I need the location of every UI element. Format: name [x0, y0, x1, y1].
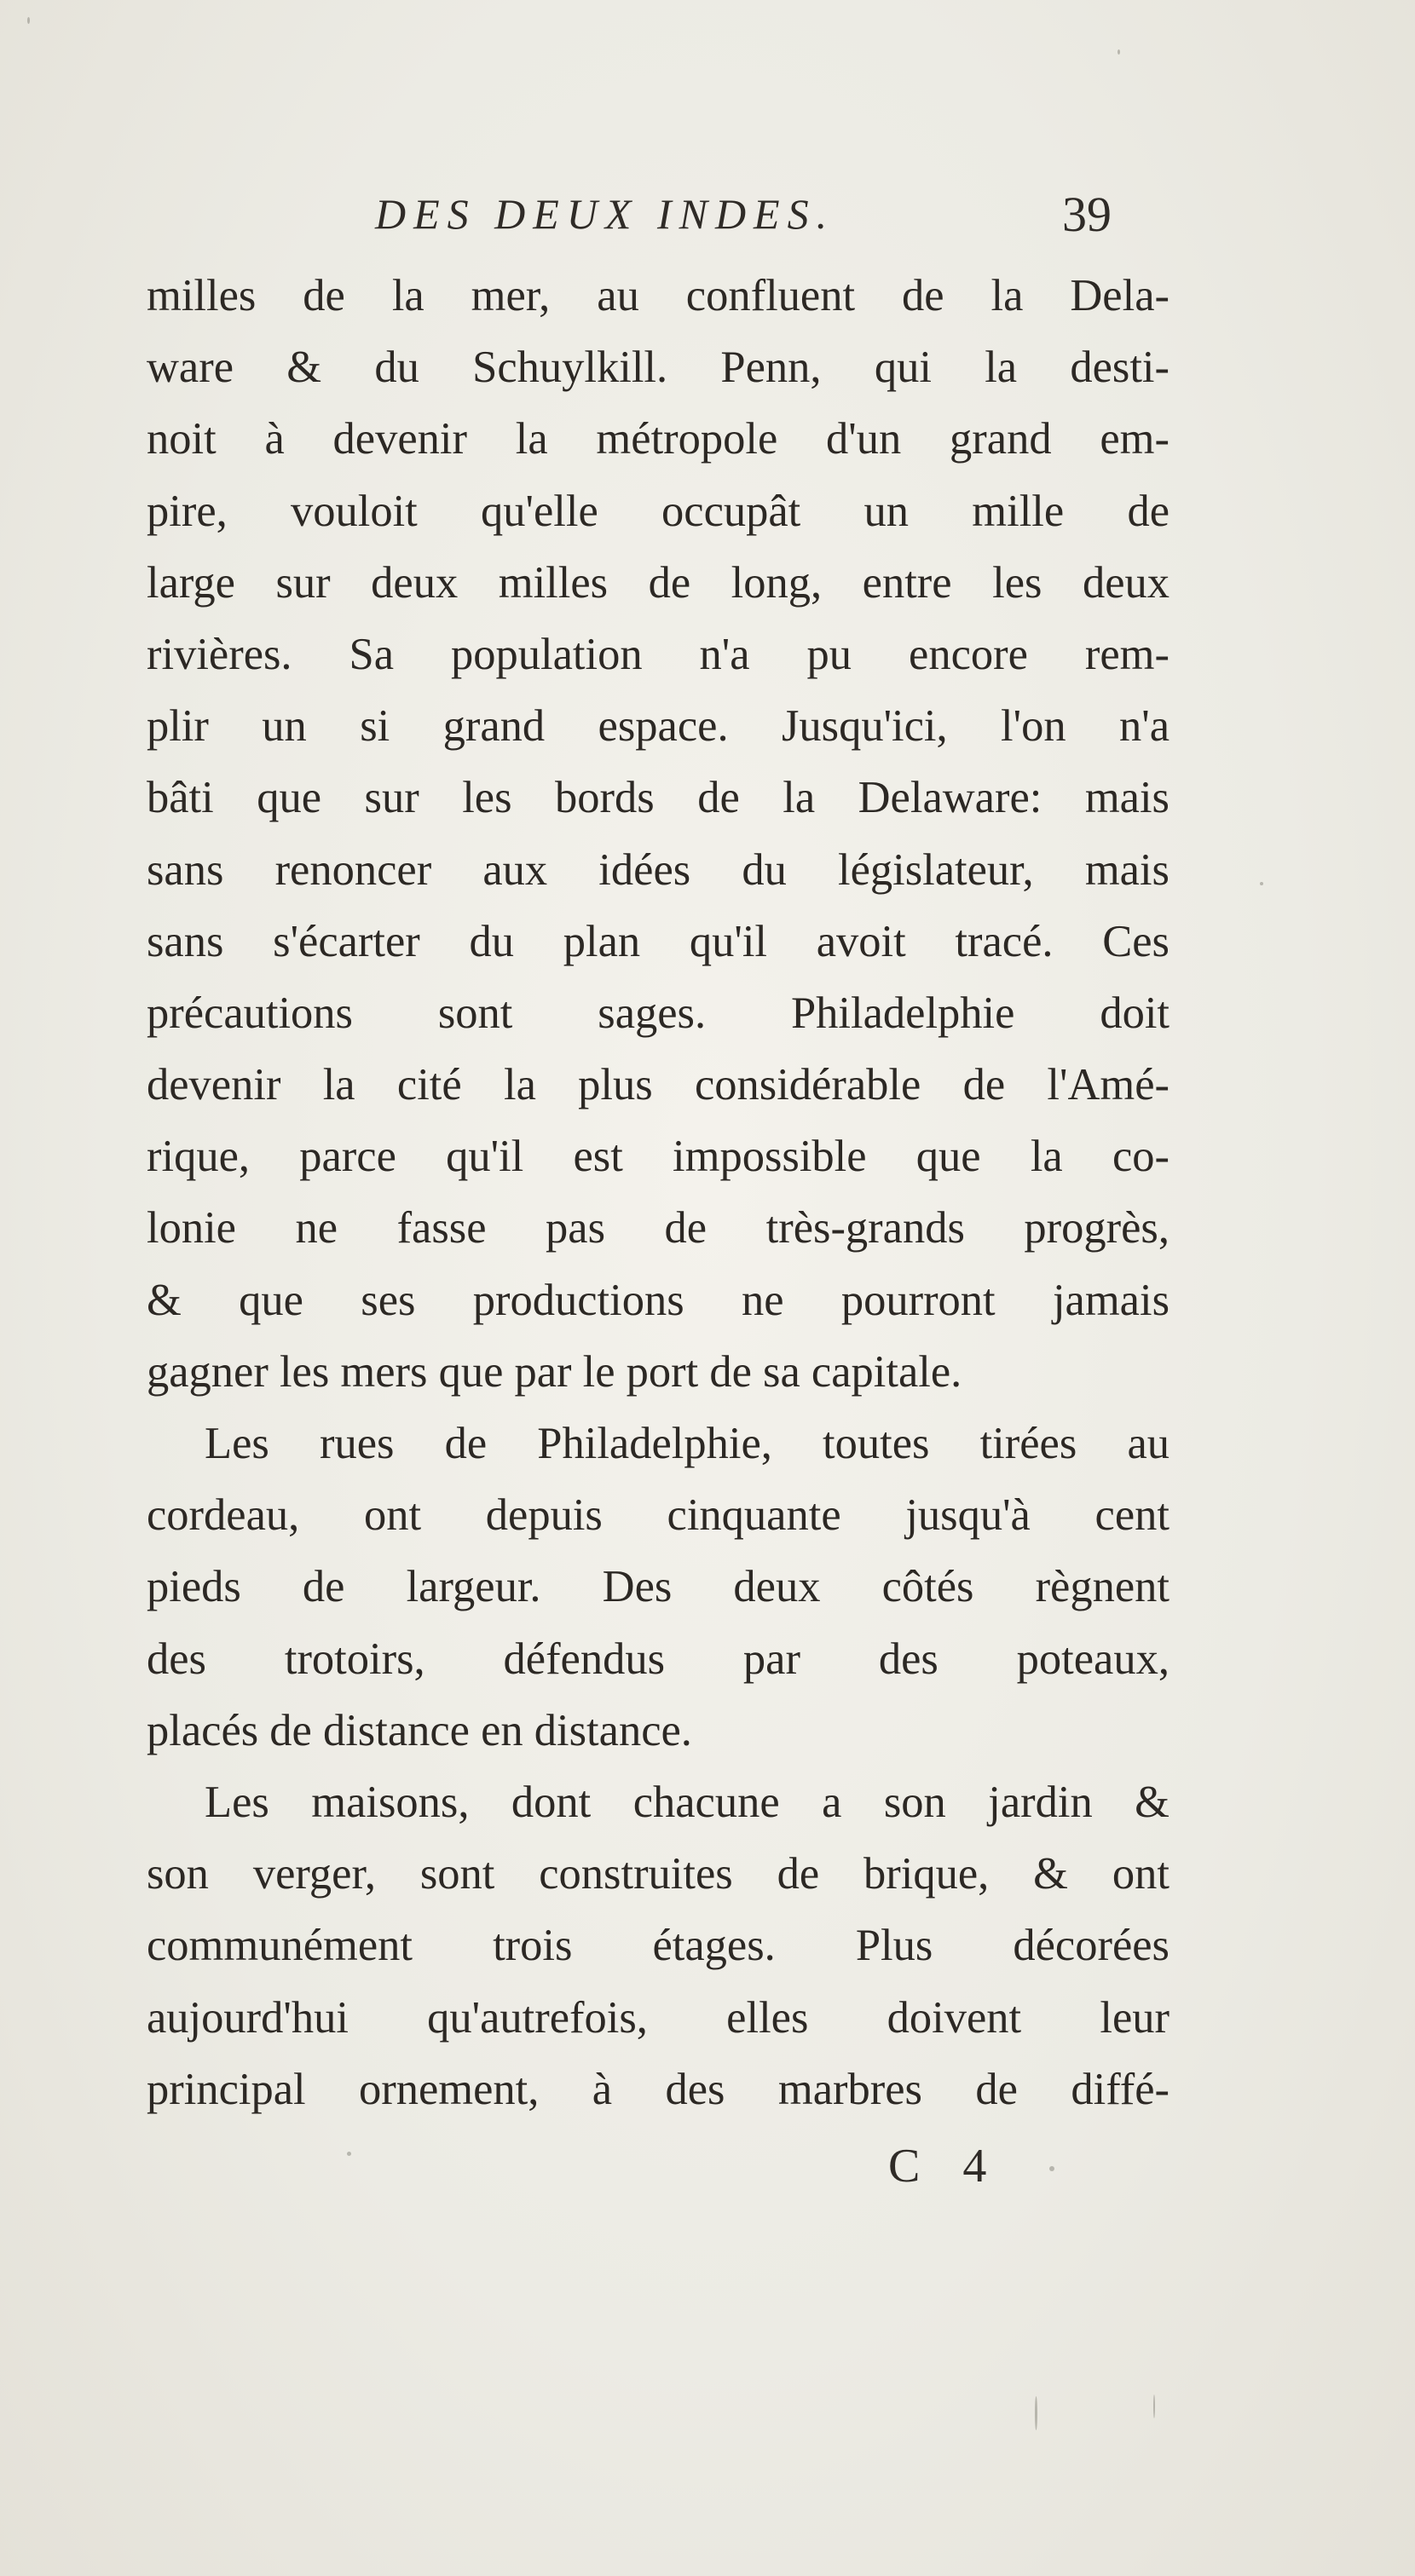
page-number: 39: [1062, 187, 1112, 242]
paper-speck: [1035, 2396, 1037, 2430]
text-line: noit à devenir la métropole d'un grand em-: [147, 414, 1170, 464]
text-line: & que ses productions ne pourront jamais: [147, 1275, 1170, 1325]
paper-speck: [27, 17, 30, 24]
text-line: communément trois étages. Plus décorées: [147, 1921, 1170, 1971]
body-text: [147, 260, 1170, 2125]
paragraph-first-line: Les rues de Philadelphie, toutes tirées au: [205, 1419, 1170, 1468]
text-line: principal ornement, à des marbres de diffé-: [147, 2064, 1170, 2114]
text-line: lonie ne fasse pas de très-grands progrès,: [147, 1203, 1170, 1253]
text-line: gagner les mers que par le port de sa capitale.: [147, 1346, 962, 1397]
text-line: précautions sont sages. Philadelphie doit: [147, 988, 1170, 1038]
paper-speck: [1049, 2166, 1054, 2171]
paper-speck: [347, 2152, 351, 2156]
text-line: bâti que sur les bords de la Delaware: mais: [147, 773, 1170, 823]
text-line: plir un si grand espace. Jusqu'ici, l'on n'a: [147, 701, 1170, 752]
paper-speck: [1260, 882, 1263, 885]
text-line: aujourd'hui qu'autrefois, elles doivent leur: [147, 1992, 1170, 2043]
text-line: pieds de largeur. Des deux côtés règnent: [147, 1562, 1170, 1612]
text-line: devenir la cité la plus considérable de l'Amé-: [147, 1060, 1170, 1110]
running-title: DES DEUX INDES.: [375, 190, 835, 238]
text-line: pire, vouloit qu'elle occupât un mille de: [147, 486, 1170, 536]
text-line: cordeau, ont depuis cinquante jusqu'à cent: [147, 1490, 1170, 1541]
text-line: large sur deux milles de long, entre les deux: [147, 557, 1170, 608]
paper-speck: [1118, 49, 1120, 55]
text-line: sans renoncer aux idées du législateur, mais: [147, 844, 1170, 895]
text-line: rivières. Sa population n'a pu encore rem-: [147, 629, 1170, 679]
text-line: ware & du Schuylkill. Penn, qui la desti-: [147, 343, 1170, 393]
text-line: placés de distance en distance.: [147, 1705, 692, 1755]
text-line: des trotoirs, défendus par des poteaux,: [147, 1634, 1170, 1684]
text-line: milles de la mer, au confluent de la Dela-: [147, 271, 1170, 320]
signature-mark: C 4: [888, 2140, 1002, 2193]
running-header: [0, 189, 1415, 249]
text-line: son verger, sont construites de brique, & ont: [147, 1849, 1170, 1899]
text-line: rique, parce qu'il est impossible que la co-: [147, 1132, 1170, 1182]
paper-speck: [1153, 2394, 1155, 2418]
text-line: sans s'écarter du plan qu'il avoit tracé. Ces: [147, 916, 1170, 966]
paragraph-first-line: Les maisons, dont chacune a son jardin &: [205, 1777, 1170, 1827]
